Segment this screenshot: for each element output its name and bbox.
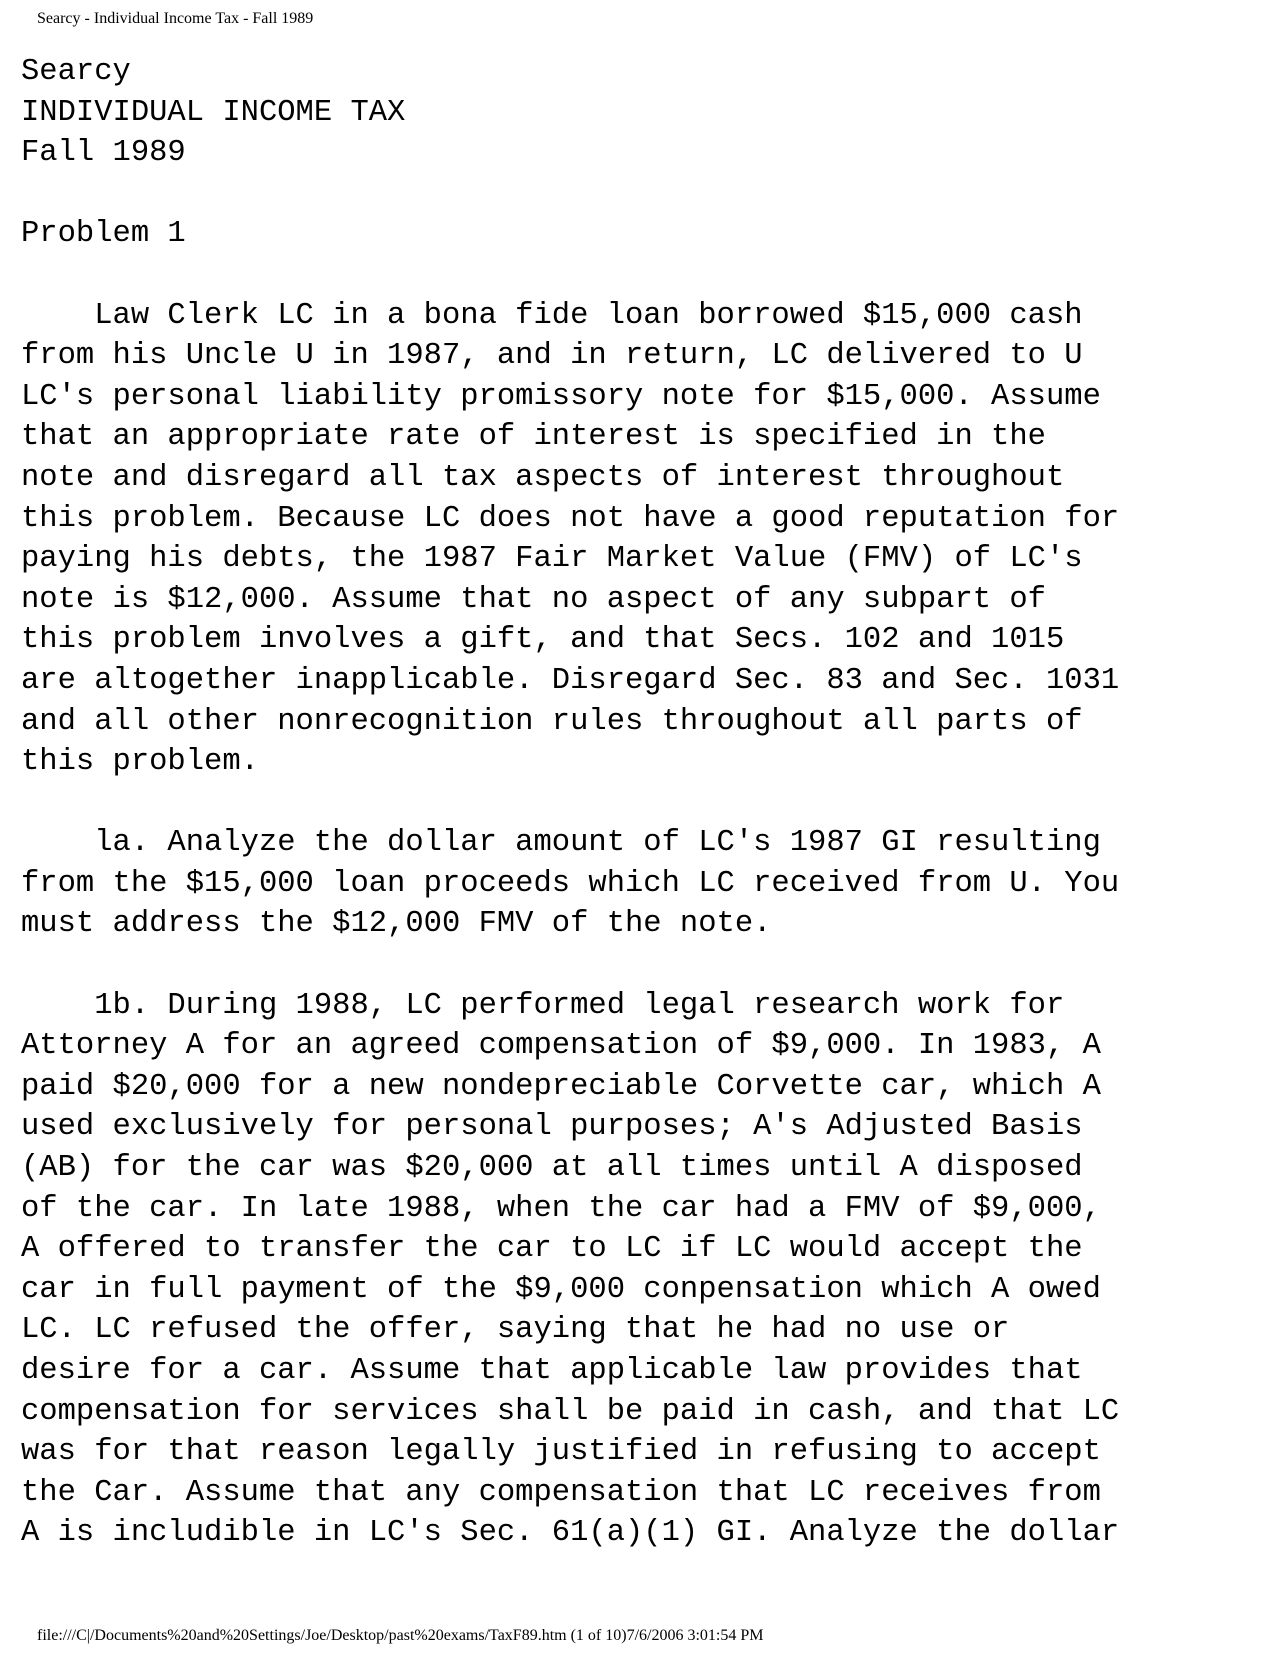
text-line: was for that reason legally justified in refusing to accept: [21, 1435, 1101, 1470]
text-line: Attorney A for an agreed compensation of $9,000. In 1983, A: [21, 1029, 1101, 1064]
text-line: this problem involves a gift, and that Secs. 102 and 1015: [21, 623, 1065, 658]
text-line: Problem 1: [21, 217, 186, 252]
document-body: [21, 52, 1261, 1554]
text-line: must address the $12,000 FMV of the note.: [21, 907, 772, 942]
text-line: Searcy: [21, 55, 131, 89]
blank-line: [21, 174, 1261, 215]
print-footer: file:///C|/Documents%20and%20Settings/Joe/Desktop/past%20exams/TaxF89.htm (1 of 10)7/6/2006 3:01:54 PM: [37, 1627, 764, 1644]
text-line: used exclusively for personal purposes; A's Adjusted Basis: [21, 1110, 1083, 1145]
text-line: this problem.: [21, 745, 259, 780]
text-line: Fall 1989: [21, 136, 186, 171]
text-line: and all other nonrecognition rules throughout all parts of: [21, 704, 1083, 739]
text-line: note is $12,000. Assume that no aspect of any subpart of: [21, 582, 1046, 617]
text-line: paying his debts, the 1987 Fair Market Value (FMV) of LC's: [21, 542, 1083, 577]
text-line: INDIVIDUAL INCOME TAX: [21, 95, 406, 130]
text-line: LC. LC refused the offer, saying that he had no use or: [21, 1313, 1010, 1348]
text-line: (AB) for the car was $20,000 at all times until A disposed: [21, 1151, 1083, 1186]
text-line: A offered to transfer the car to LC if LC would accept the: [21, 1232, 1083, 1267]
print-header: Searcy - Individual Income Tax - Fall 1989: [37, 10, 314, 27]
text-line: paid $20,000 for a new nondepreciable Corvette car, which A: [21, 1069, 1101, 1104]
blank-line: [21, 945, 1261, 986]
text-line: la. Analyze the dollar amount of LC's 1987 GI resulting: [21, 826, 1101, 861]
text-line: A is includible in LC's Sec. 61(a)(1) GI. Analyze the dollar: [21, 1516, 1120, 1551]
text-line: from his Uncle U in 1987, and in return, LC delivered to U: [21, 339, 1083, 374]
text-line: the Car. Assume that any compensation that LC receives from: [21, 1475, 1101, 1510]
text-line: from the $15,000 loan proceeds which LC received from U. You: [21, 866, 1120, 901]
text-line: note and disregard all tax aspects of interest throughout: [21, 460, 1065, 495]
text-line: are altogether inapplicable. Disregard Sec. 83 and Sec. 1031: [21, 663, 1120, 698]
text-line: car in full payment of the $9,000 conpensation which A owed: [21, 1272, 1101, 1307]
text-line: this problem. Because LC does not have a good reputation for: [21, 501, 1120, 536]
text-line: 1b. During 1988, LC performed legal research work for: [21, 988, 1065, 1023]
text-line: of the car. In late 1988, when the car had a FMV of $9,000,: [21, 1191, 1101, 1226]
text-line: desire for a car. Assume that applicable law provides that: [21, 1354, 1083, 1388]
text-line: LC's personal liability promissory note for $15,000. Assume: [21, 379, 1101, 414]
blank-line: [21, 255, 1261, 296]
text-line: that an appropriate rate of interest is specified in the: [21, 420, 1046, 455]
text-line: compensation for services shall be paid in cash, and that LC: [21, 1394, 1120, 1429]
blank-line: [21, 783, 1261, 824]
text-line: Law Clerk LC in a bona fide loan borrowed $15,000 cash: [21, 298, 1083, 333]
